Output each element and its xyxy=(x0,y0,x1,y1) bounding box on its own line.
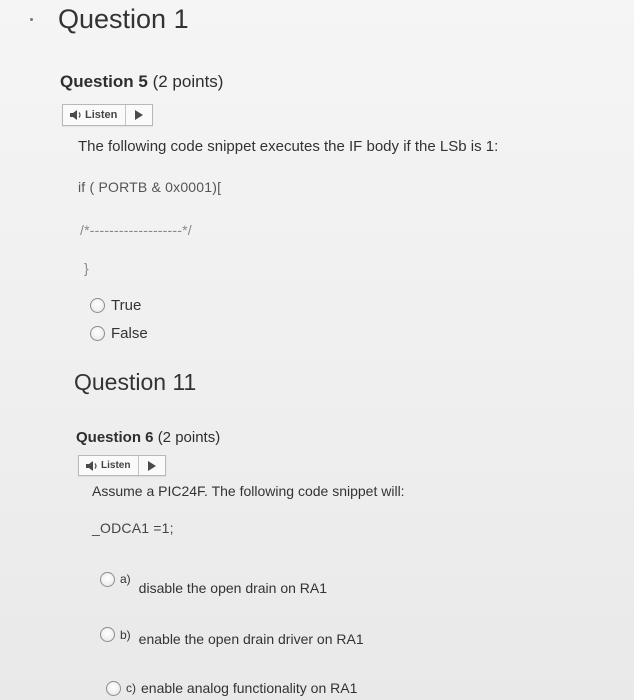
section-heading-question-11: Question 11 xyxy=(74,369,197,395)
bullet-dot xyxy=(30,18,33,21)
question-5-code-line-2: /*-------------------*/ xyxy=(80,222,192,238)
option-b-text: enable the open drain driver on RA1 xyxy=(138,631,364,647)
listen-main-q5[interactable] xyxy=(63,105,126,125)
option-true[interactable] xyxy=(90,297,141,314)
question-5-title xyxy=(60,72,223,92)
option-c-letter: c) xyxy=(126,681,136,695)
listen-button-q5[interactable] xyxy=(62,104,153,126)
radio-a[interactable] xyxy=(100,572,115,587)
question-5-code-line-3: } xyxy=(84,260,89,276)
option-b-letter: b) xyxy=(120,628,131,642)
question-6-number: Question 6 xyxy=(76,429,154,446)
listen-label-q6: Listen xyxy=(101,460,131,471)
option-a[interactable] xyxy=(100,572,327,596)
question-6-points: (2 points) xyxy=(157,429,221,446)
play-button-q6[interactable] xyxy=(139,456,165,475)
option-c-text: enable analog functionality on RA1 xyxy=(141,680,358,696)
question-5-number: Question 5 xyxy=(60,72,148,91)
option-false[interactable] xyxy=(90,325,148,342)
question-6-code-line-1: _ODCA1 =1; xyxy=(92,520,174,536)
question-6-prompt: Assume a PIC24F. The following code snippet will: xyxy=(92,483,405,499)
question-5-points: (2 points) xyxy=(152,72,224,91)
question-6-title xyxy=(76,429,220,446)
option-a-letter: a) xyxy=(120,572,131,586)
listen-label-q5: Listen xyxy=(85,109,118,121)
radio-c[interactable] xyxy=(106,681,121,696)
play-icon xyxy=(148,461,156,471)
option-c[interactable] xyxy=(106,680,357,696)
option-b[interactable] xyxy=(100,627,364,647)
speaker-icon xyxy=(85,460,99,472)
listen-main-q6[interactable] xyxy=(79,456,139,475)
section-heading-question-1: Question 1 xyxy=(58,4,189,34)
speaker-icon xyxy=(69,109,83,121)
radio-false[interactable] xyxy=(90,326,105,341)
play-button-q5[interactable] xyxy=(126,105,152,125)
option-true-label: True xyxy=(111,297,142,314)
radio-b[interactable] xyxy=(100,627,115,642)
question-5-prompt: The following code snippet executes the IF body if the LSb is 1: xyxy=(78,138,499,155)
option-false-label: False xyxy=(111,325,148,342)
question-5-code-line-1: if ( PORTB & 0x0001)[ xyxy=(78,179,222,195)
radio-true[interactable] xyxy=(90,298,105,313)
option-a-text: disable the open drain on RA1 xyxy=(138,580,328,596)
listen-button-q6[interactable] xyxy=(78,455,166,476)
play-icon xyxy=(135,110,143,120)
